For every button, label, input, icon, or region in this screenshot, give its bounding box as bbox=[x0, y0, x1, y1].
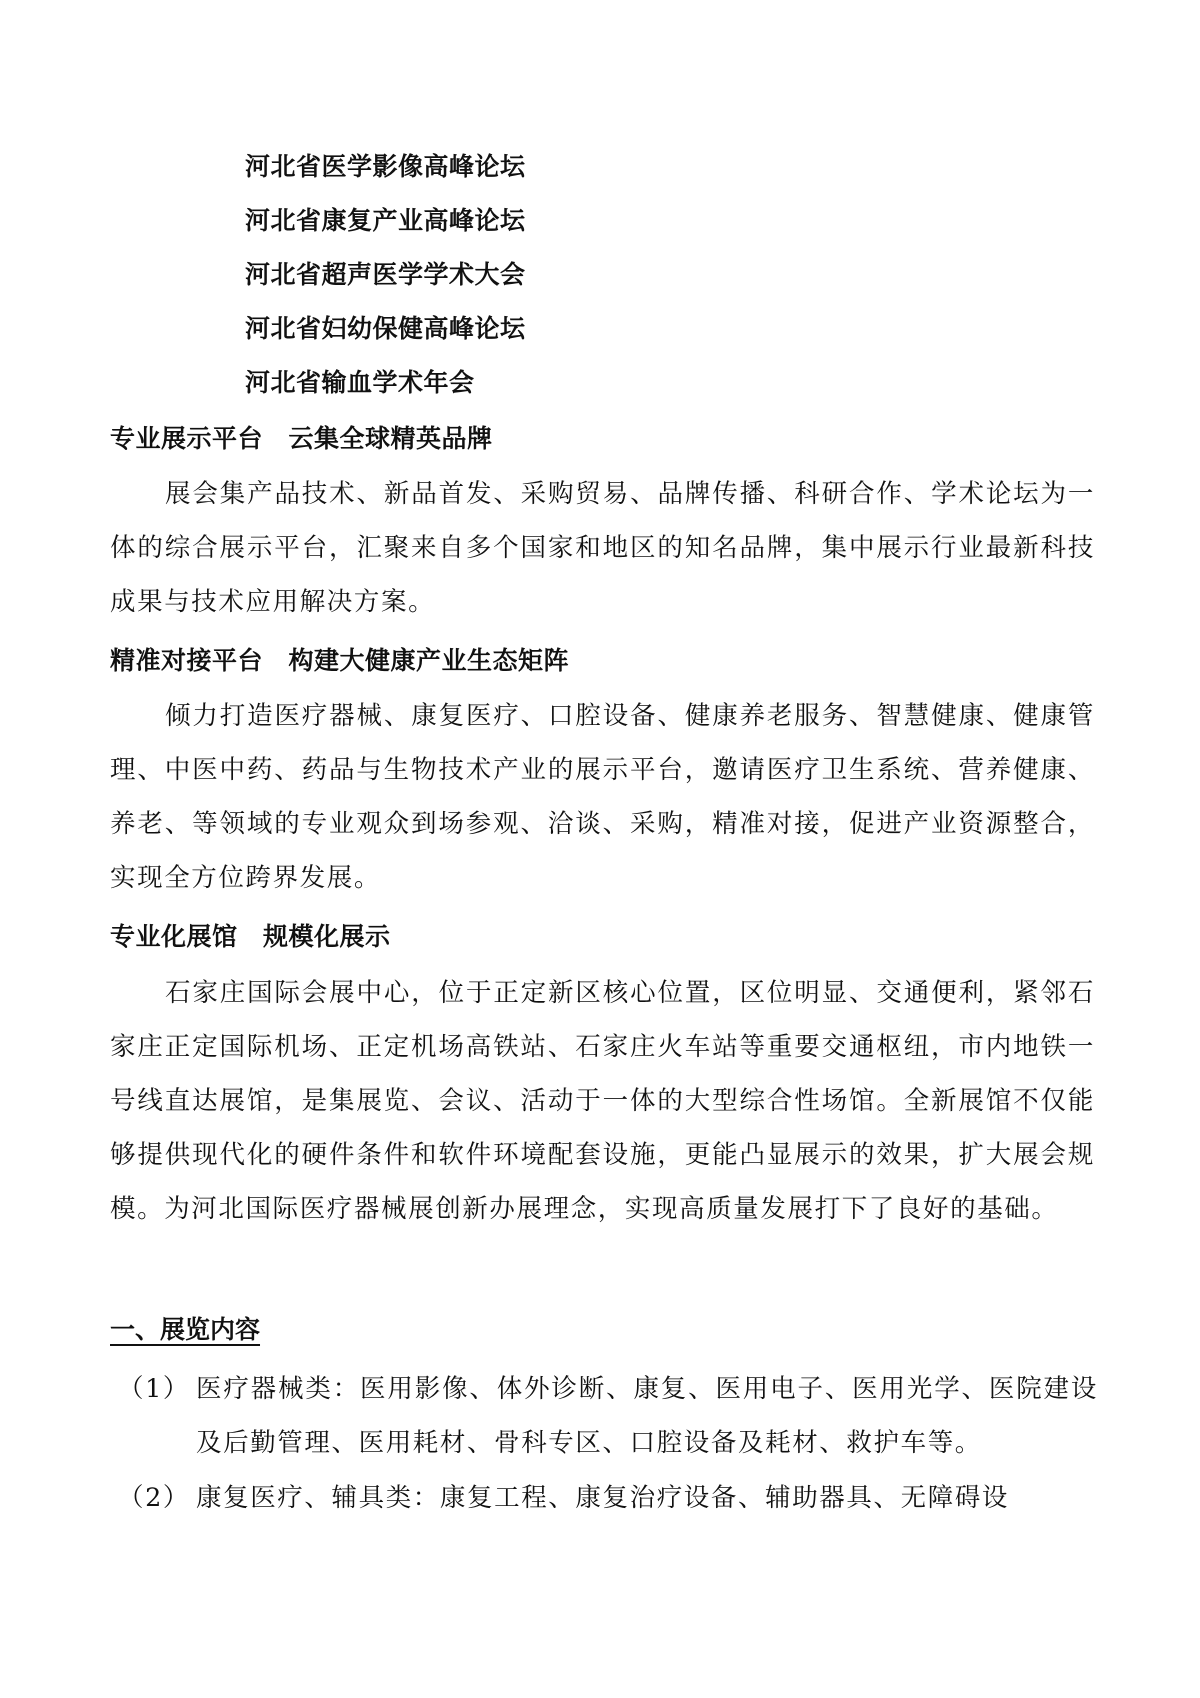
forum-item: 河北省医学影像高峰论坛 bbox=[245, 152, 526, 181]
exhibit-item-number: （2） bbox=[118, 1483, 191, 1513]
exhibit-item-text: 医疗器械类：医用影像、体外诊断、康复、医用电子、医用光学、医院建设及后勤管理、医用耗材、骨科专区、口腔设备及耗材、救护车等。 bbox=[196, 1374, 1098, 1458]
section-body-exhibition-hall: 石家庄国际会展中心，位于正定新区核心位置，区位明显、交通便利，紧邻石家庄正定国际机场、正定机场高铁站、石家庄火车站等重要交通枢纽，市内地铁一号线直达展馆，是集展览、会议、活动于一体的大型综合性场馆。全新展馆不仅能够提供现代化的硬件条件和软件环境配套设施，更能凸显展示的效果，扩大展会规模。为河北国际医疗器械展创新办展理念，实现高质量发展打下了良好的基础。 bbox=[110, 978, 1095, 1224]
exhibit-content-title: 一、展览内容 bbox=[110, 1315, 261, 1344]
section-heading-display-platform: 专业展示平台 云集全球精英品牌 bbox=[110, 424, 493, 453]
exhibit-item-text: 康复医疗、辅具类：康复工程、康复治疗设备、辅助器具、无障碍设 bbox=[196, 1483, 1010, 1513]
forum-item: 河北省康复产业高峰论坛 bbox=[245, 206, 526, 235]
forum-item: 河北省超声医学学术大会 bbox=[245, 260, 526, 289]
exhibit-item-number: （1） bbox=[118, 1374, 191, 1404]
forum-list bbox=[245, 140, 526, 410]
forum-item: 河北省输血学术年会 bbox=[245, 368, 475, 397]
exhibit-item bbox=[118, 1471, 1098, 1525]
section-body-matchmaking-platform: 倾力打造医疗器械、康复医疗、口腔设备、健康养老服务、智慧健康、健康管理、中医中药、药品与生物技术产业的展示平台，邀请医疗卫生系统、营养健康、养老、等领域的专业观众到场参观、洽谈、采购，精准对接，促进产业资源整合，实现全方位跨界发展。 bbox=[110, 701, 1095, 893]
section-heading-exhibition-hall: 专业化展馆 规模化展示 bbox=[110, 922, 391, 951]
exhibit-item bbox=[118, 1362, 1098, 1470]
section-body-display-platform: 展会集产品技术、新品首发、采购贸易、品牌传播、科研合作、学术论坛为一体的综合展示平台，汇聚来自多个国家和地区的知名品牌，集中展示行业最新科技成果与技术应用解决方案。 bbox=[110, 479, 1095, 617]
section-heading-matchmaking-platform: 精准对接平台 构建大健康产业生态矩阵 bbox=[110, 646, 570, 675]
forum-item: 河北省妇幼保健高峰论坛 bbox=[245, 314, 526, 343]
